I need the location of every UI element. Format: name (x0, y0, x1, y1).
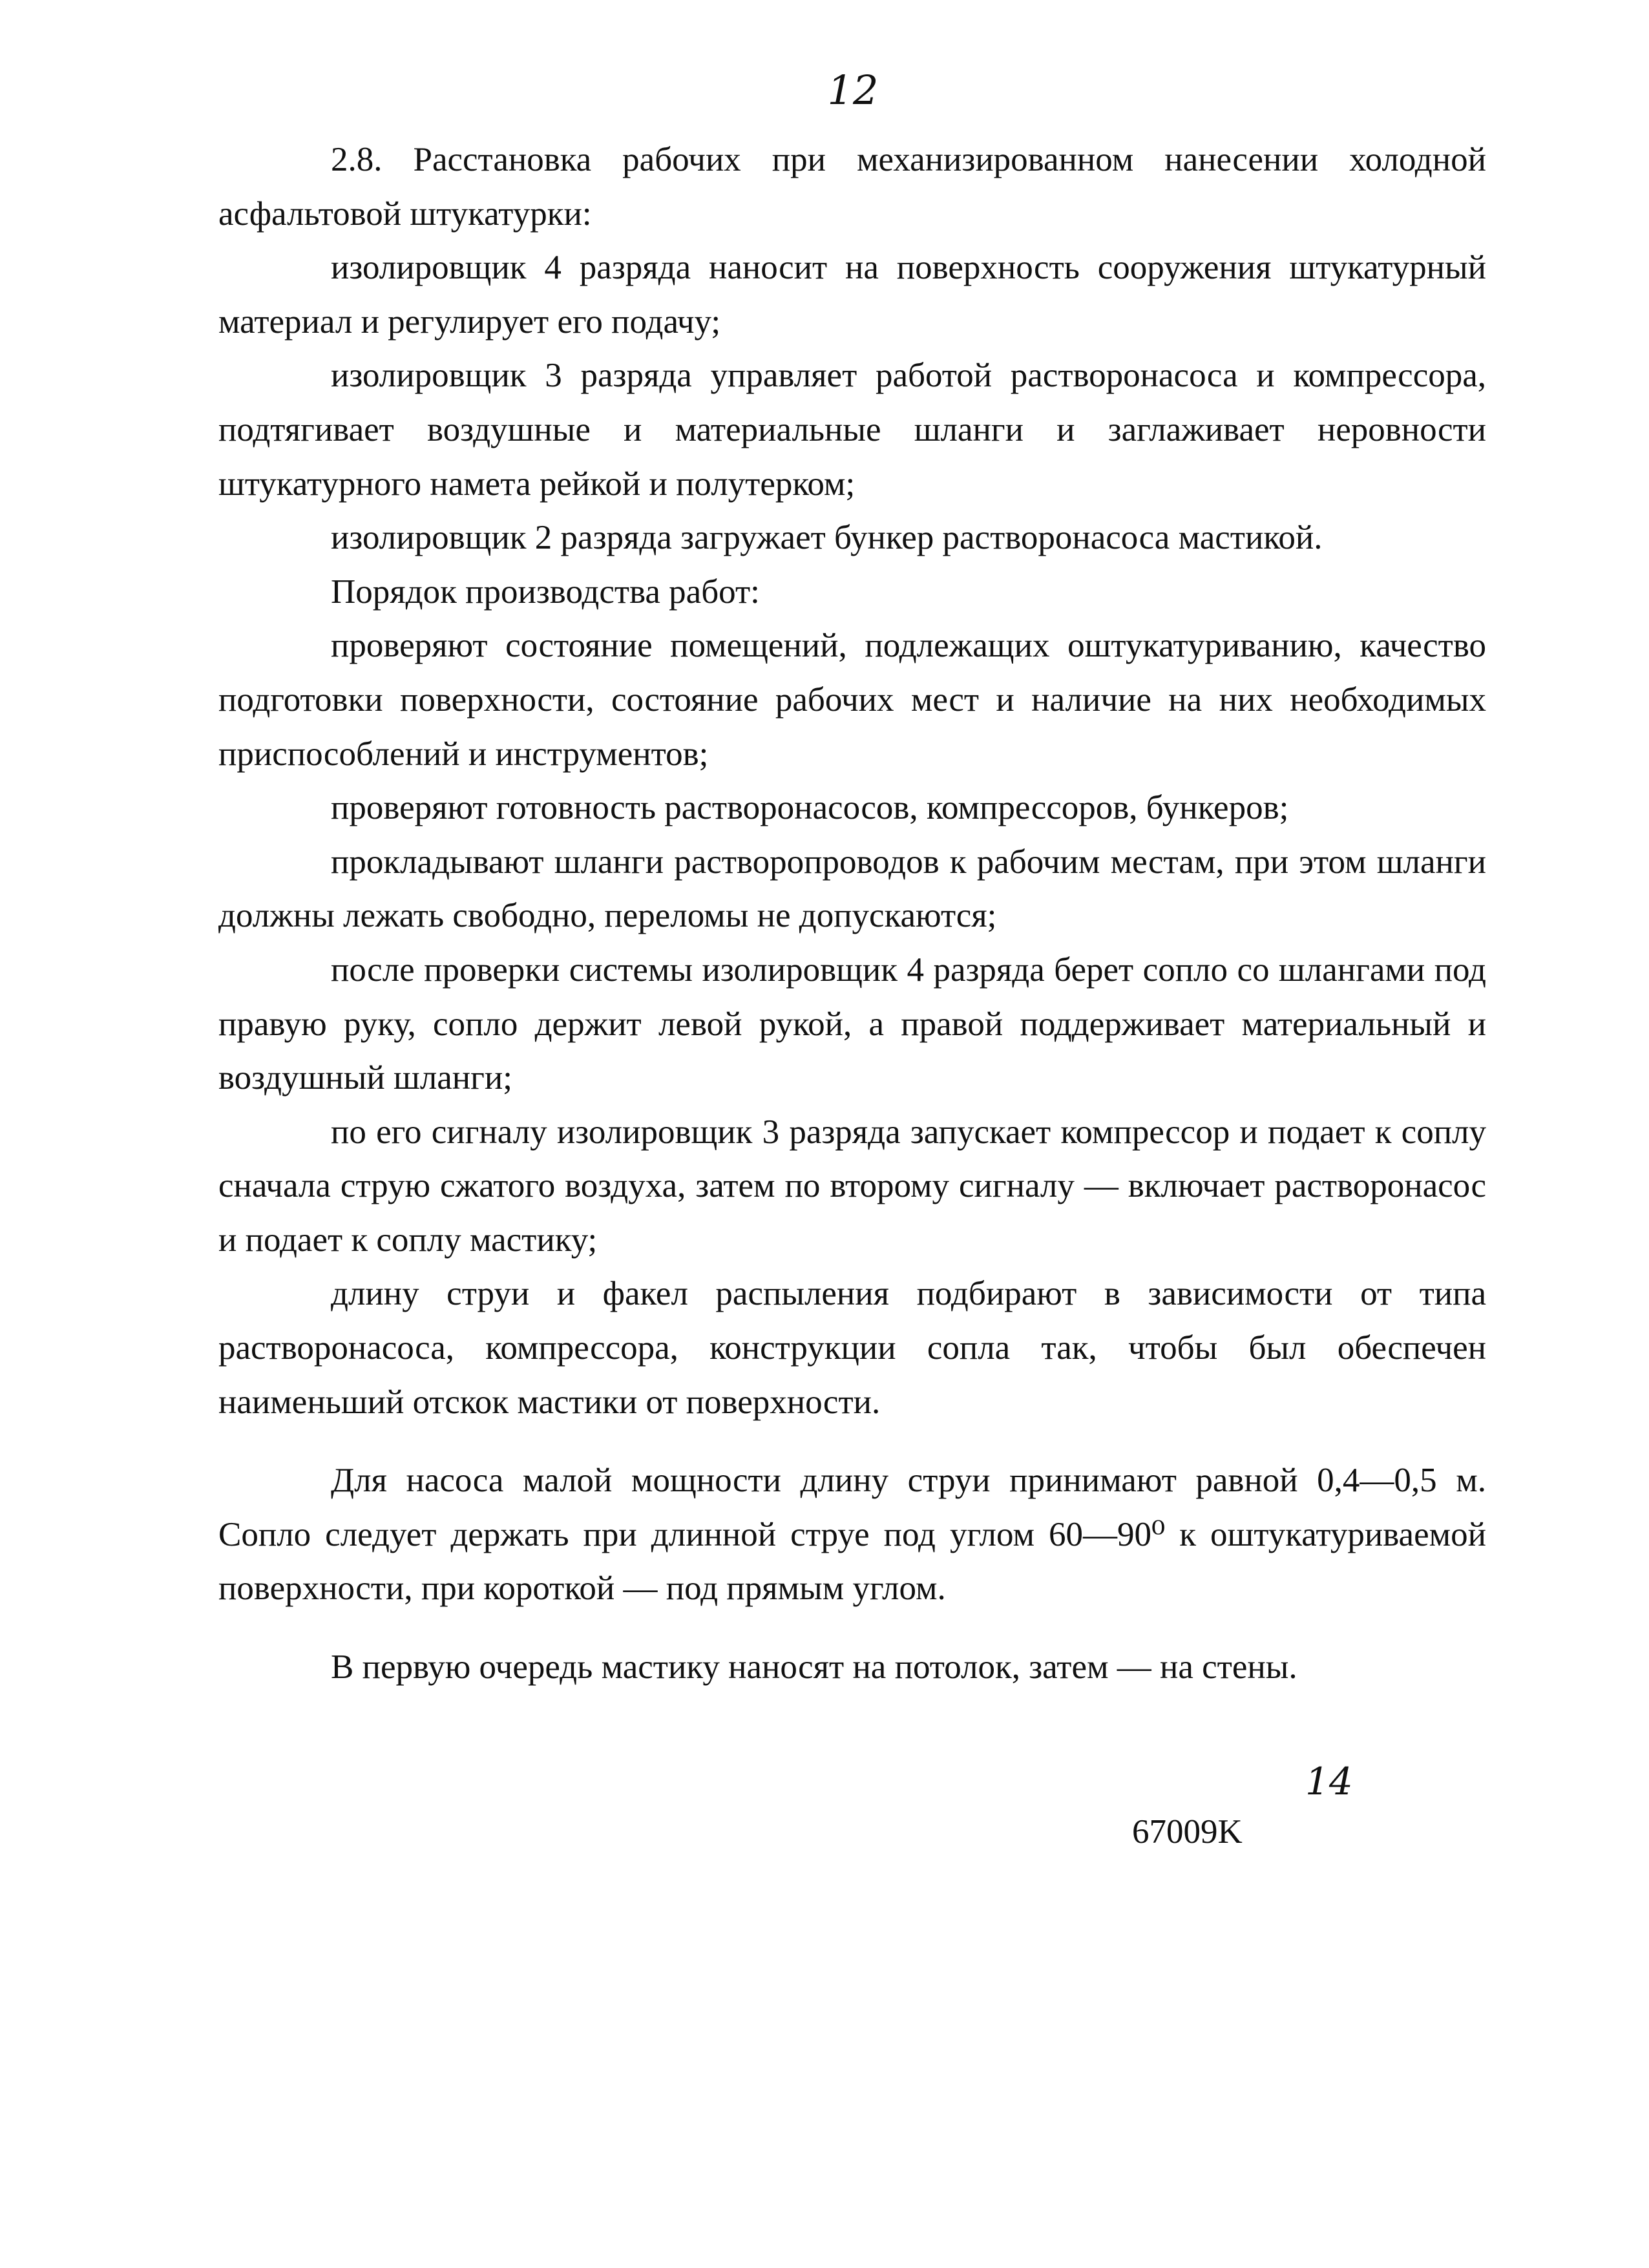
paragraph-work-order-heading: Порядок производства работ: (331, 572, 760, 611)
paragraph-section-2-8: 2.8. Расстановка рабочих при механизированном нанесении холодной асфальтовой штукатурки: (218, 141, 1486, 233)
paragraph-check-equipment: проверяют готовность растворонасосов, компрессоров, бункеров; (331, 789, 1289, 827)
document-body (218, 133, 1486, 1695)
document-code: 67009K (1132, 1813, 1243, 1851)
paragraph-jet-length: длину струи и факел распыления подбирают в зависимости от типа растворонасоса, компрессора, конструкции сопла так, чтобы был обеспечен наименьший отскок мастики от поверхности. (218, 1275, 1486, 1421)
paragraph-worker-grade-2: изолировщик 2 разряда загружает бункер растворонасоса мастикой. (331, 519, 1323, 557)
paragraph-check-premises: проверяют состояние помещений, подлежащих оштукатуриванию, качество подготовки поверхности, состояние рабочих мест и наличие на них необходимых приспособлений и инструментов; (218, 627, 1486, 773)
paragraph-lay-hoses: прокладывают шланги растворопроводов к рабочим местам, при этом шланги должны лежать свободно, переломы не допускаются; (218, 843, 1486, 935)
paragraph-worker-grade-4: изолировщик 4 разряда наносит на поверхность сооружения штукатурный материал и регулирует его подачу; (218, 249, 1486, 341)
paragraph-start-compressor: по его сигналу изолировщик 3 разряда запускает компрессор и подает к соплу сначала струю сжатого воздуха, затем по второму сигналу — включает растворонасос и подает к соплу мастику; (218, 1113, 1486, 1259)
page-number: 12 (827, 67, 879, 114)
paragraph-worker-grade-3: изолировщик 3 разряда управляет работой растворонасоса и компрессора, подтягивает воздушные и материальные шланги и заглаживает неровности штукатурного намета рейкой и полутерком; (218, 357, 1486, 503)
paragraph-take-nozzle: после проверки системы изолировщик 4 разряда берет сопло со шлангами под правую руку, сопло держит левой рукой, а правой поддерживает материальный и воздушный шланги; (218, 950, 1486, 1097)
paragraph-application-order: В первую очередь мастику наносят на потолок, затем — на стены. (331, 1648, 1297, 1686)
handwritten-number: 14 (1305, 1759, 1353, 1803)
paragraph-low-power-pump: Для насоса малой мощности длину струи принимают равной 0,4—0,5 м. Сопло следует держать при длинной струе под углом 60—90⁰ к оштукатуриваемой поверхности, при короткой — под прямым углом. (218, 1462, 1486, 1608)
